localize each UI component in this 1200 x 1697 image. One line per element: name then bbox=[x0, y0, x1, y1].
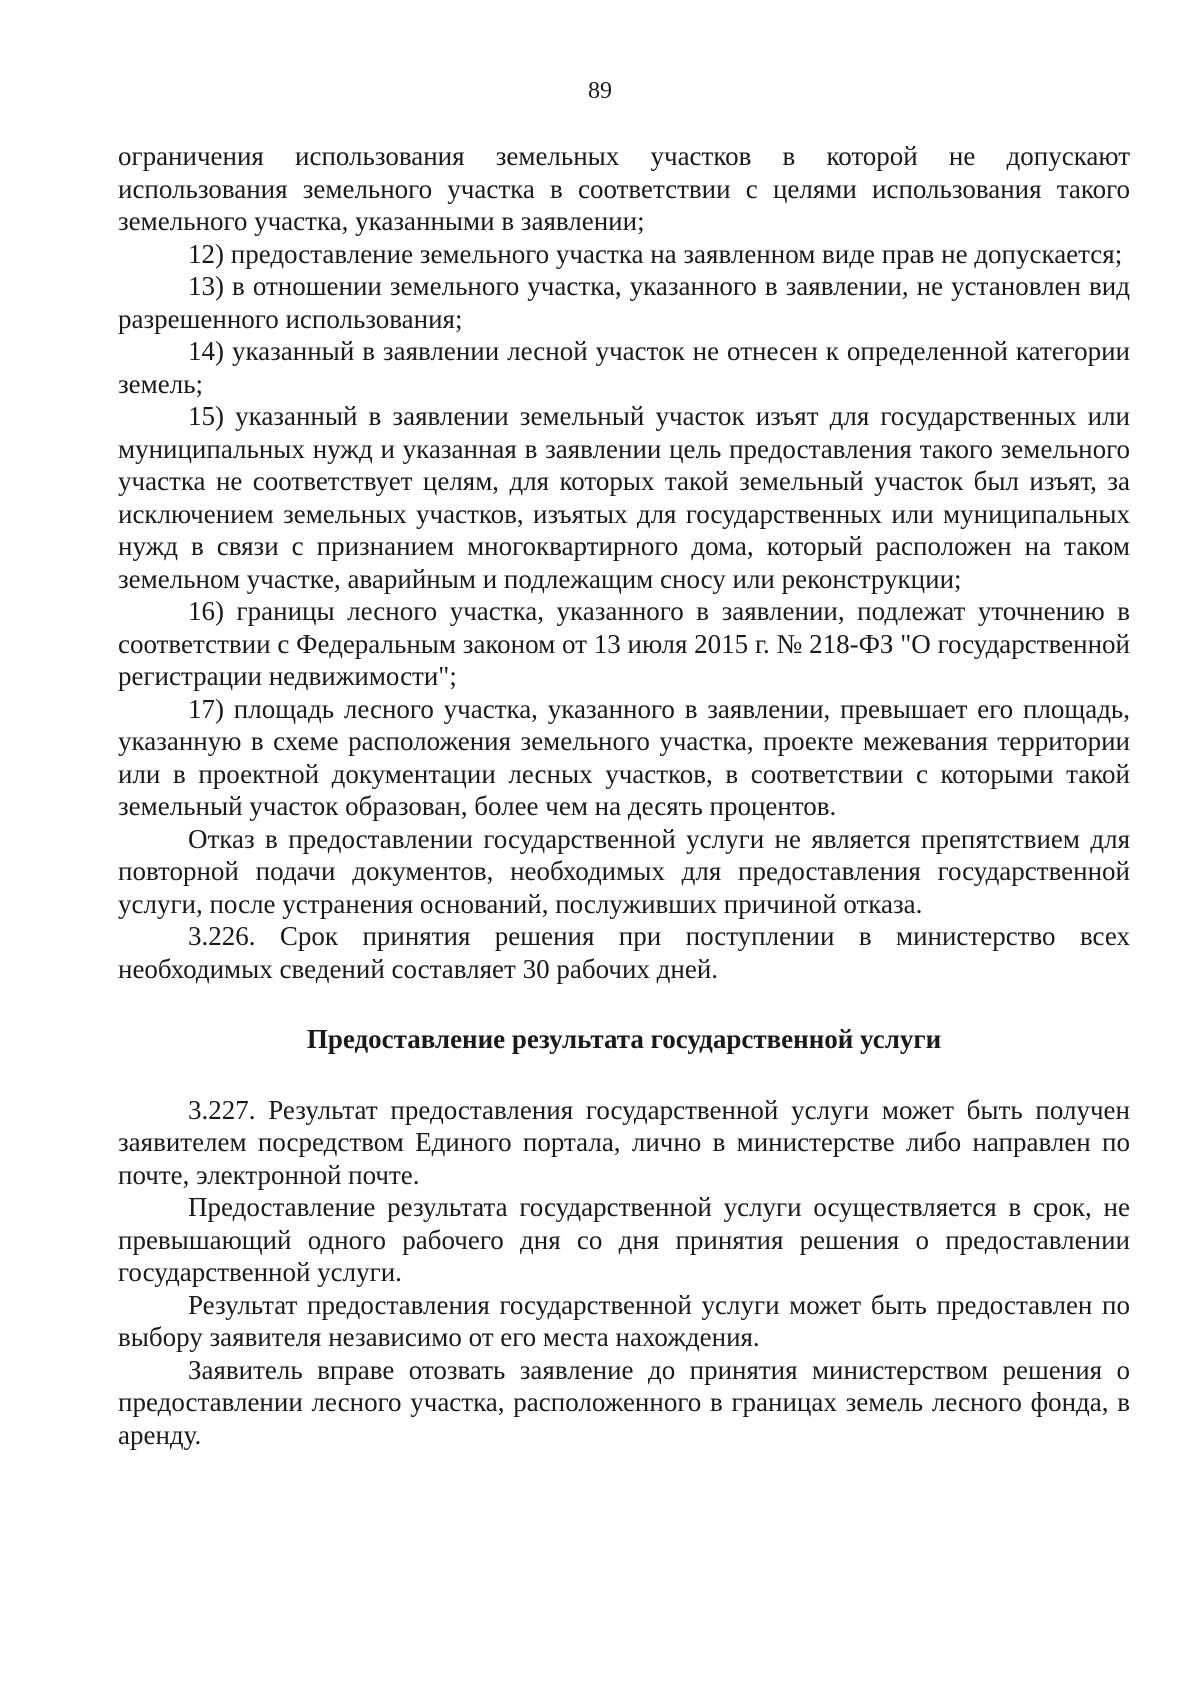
list-item-13: 13) в отношении земельного участка, указанного в заявлении, не установлен вид разрешенного использования; bbox=[118, 271, 1130, 334]
list-item-14: 14) указанный в заявлении лесной участок не отнесен к определенной категории земель; bbox=[118, 336, 1130, 399]
page-number: 89 bbox=[588, 78, 612, 104]
paragraph-result-location: Результат предоставления государственной услуги может быть предоставлен по выбору заявителя независимо от его места нахождения. bbox=[118, 1289, 1130, 1352]
section-heading: Предоставление результата государственной услуги bbox=[306, 1024, 942, 1054]
paragraph-result-deadline: Предоставление результата государственной услуги осуществляется в срок, не превышающий одного рабочего дня со дня принятия решения о предоставлении государственной услуги. bbox=[118, 1192, 1130, 1287]
list-item-15: 15) указанный в заявлении земельный участок изъят для государственных или муниципальных нужд и указанная в заявлении цель предоставления такого земельного участка не соответствует целям, для которых такой земельный участок был изъят, за исключением земельных участков, изъятых для государственных или муниципальных нужд в связи с признанием многоквартирного дома, который расположен на таком земельном участке, аварийным и подлежащим сносу или реконструкции; bbox=[118, 401, 1130, 594]
list-item-17: 17) площадь лесного участка, указанного в заявлении, превышает его площадь, указанную в схеме расположения земельного участка, проекте межевания территории или в проектной документации лесных участков, в соответствии с которыми такой земельный участок образован, более чем на десять процентов. bbox=[118, 693, 1130, 821]
paragraph-continuation: ограничения использования земельных участков в которой не допускают использования земельного участка в соответствии с целями использования такого земельного участка, указанными в заявлении; bbox=[118, 141, 1130, 236]
paragraph-3-226: 3.226. Срок принятия решения при поступлении в министерство всех необходимых сведений составляет 30 рабочих дней. bbox=[118, 921, 1130, 984]
paragraph-refusal-note: Отказ в предоставлении государственной услуги не является препятствием для повторной подачи документов, необходимых для предоставления государственной услуги, после устранения оснований, послуживших причиной отказа. bbox=[118, 823, 1130, 919]
list-item-16: 16) границы лесного участка, указанного в заявлении, подлежат уточнению в соответствии с Федеральным законом от 13 июля 2015 г. № 218-ФЗ "О государственной регистрации недвижимости"; bbox=[118, 596, 1130, 691]
list-item-12: 12) предоставление земельного участка на заявленном виде прав не допускается; bbox=[188, 238, 1123, 269]
paragraph-3-227: 3.227. Результат предоставления государственной услуги может быть получен заявителем посредством Единого портала, лично в министерстве либо направлен по почте, электронной почте. bbox=[118, 1094, 1130, 1190]
paragraph-withdrawal: Заявитель вправе отозвать заявление до принятия министерством решения о предоставлении лесного участка, расположенного в границах земель лесного фонда, в аренду. bbox=[118, 1354, 1130, 1450]
document-body bbox=[118, 140, 1130, 1451]
